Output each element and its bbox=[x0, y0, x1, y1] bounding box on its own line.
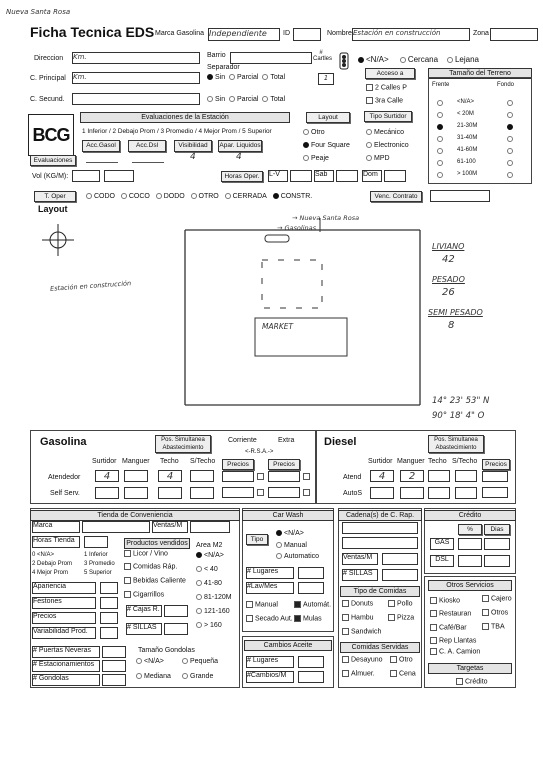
vol-input-2[interactable] bbox=[104, 170, 134, 182]
terreno-row bbox=[433, 98, 529, 108]
terreno-fondo-radio[interactable] bbox=[507, 112, 513, 118]
market-label: MARKET bbox=[262, 322, 294, 331]
proximity-options: <N/A> Cercana Lejana bbox=[358, 55, 479, 64]
apar-liquidos-button[interactable]: Apar. Liquidos bbox=[218, 140, 262, 152]
gas-precio-extra-1[interactable] bbox=[268, 471, 300, 482]
tba-check[interactable]: TBA bbox=[482, 623, 505, 630]
gas-self-techo[interactable] bbox=[158, 487, 182, 499]
cambios-header: Cambios Aceite bbox=[244, 640, 332, 651]
comidas-check[interactable]: Comidas Ráp. bbox=[124, 563, 177, 570]
cadena-ventas-label: Ventas/M bbox=[342, 553, 378, 565]
terreno-option-label: 61-100 bbox=[457, 159, 476, 165]
area-option-radio[interactable]: > 160 bbox=[196, 622, 222, 629]
corriente-label: Corriente bbox=[228, 437, 257, 444]
station-note: Estación en construcción bbox=[49, 279, 132, 293]
terreno-option-label: <N/A> bbox=[457, 99, 475, 105]
dsl-atend-surtidor[interactable]: 4 bbox=[370, 470, 394, 482]
visibilidad-value[interactable]: 4 bbox=[190, 152, 196, 162]
gas-self-manguer[interactable] bbox=[124, 487, 148, 499]
pesado-value: 26 bbox=[442, 287, 455, 298]
pizza-check[interactable]: Pizza bbox=[388, 614, 414, 621]
cena-check[interactable]: Cena bbox=[390, 670, 416, 677]
location-handwritten: Nueva Santa Rosa bbox=[6, 8, 71, 16]
id-input[interactable] bbox=[293, 28, 321, 41]
cadena-sillas-input[interactable] bbox=[382, 569, 418, 581]
gondolas-input[interactable] bbox=[102, 674, 126, 686]
secund-separador-options: Sin Parcial Total bbox=[207, 96, 285, 103]
desayuno-check[interactable]: Desayuno bbox=[342, 656, 383, 663]
cafe-check[interactable]: Café/Bar bbox=[430, 624, 467, 631]
secund-sin-radio[interactable] bbox=[207, 96, 213, 102]
pesado-label: PESADO bbox=[432, 275, 465, 284]
calles-check[interactable]: 2 Calles P bbox=[366, 84, 407, 91]
productos-header: Productos vendidos bbox=[124, 538, 190, 549]
traffic-light-icon bbox=[338, 52, 350, 70]
venc-contrato-input[interactable] bbox=[430, 190, 490, 202]
tienda-scale-2: 2 Debajo Prom bbox=[32, 561, 73, 567]
toper-button[interactable]: T. Oper bbox=[34, 191, 76, 202]
tienda-scale-5: 5 Superior bbox=[84, 570, 112, 576]
acceso-button[interactable]: Acceso a bbox=[365, 68, 415, 79]
nombre-input[interactable]: Estación en construcción bbox=[352, 28, 470, 41]
proximity-lejana-radio[interactable] bbox=[447, 57, 453, 63]
barrio-input[interactable] bbox=[230, 52, 312, 64]
gond-na-radio[interactable]: <N/A> bbox=[136, 658, 164, 665]
tienda-scale-0: 0 <N/A> bbox=[32, 552, 55, 558]
hambu-check[interactable]: Hambu bbox=[342, 614, 374, 621]
terreno-fondo-radio[interactable] bbox=[507, 172, 513, 178]
puertas-input[interactable] bbox=[102, 646, 126, 658]
diesel-surtidor-h: Surtidor bbox=[368, 458, 393, 465]
acc-gasol-button[interactable]: Acc.Gasol bbox=[82, 140, 120, 152]
tienda-header: Tienda de Conveniencia bbox=[30, 510, 240, 521]
carwash-lav-input[interactable] bbox=[298, 582, 324, 594]
terreno-row bbox=[433, 122, 529, 132]
compass-icon bbox=[40, 222, 76, 258]
almuer-check[interactable]: Almuer. bbox=[342, 670, 375, 677]
credito-dias-button[interactable]: Dias bbox=[484, 524, 510, 535]
gas-atend-stecho[interactable] bbox=[190, 470, 214, 482]
otros-check[interactable]: Otros bbox=[482, 609, 508, 616]
cartles-input[interactable]: 1 bbox=[318, 73, 334, 85]
carwash-automat-check[interactable]: Automát. bbox=[294, 601, 331, 608]
dsl-atend-manguer[interactable]: 2 bbox=[400, 470, 424, 482]
targetas-header: Targetas bbox=[428, 663, 512, 674]
restauran-check[interactable]: Restauran bbox=[430, 610, 471, 617]
tercera-check[interactable]: 3ra Calle bbox=[366, 97, 403, 104]
apariencia-input[interactable] bbox=[100, 582, 118, 594]
credito-dsl-pct[interactable] bbox=[458, 555, 482, 567]
cadena-input-2[interactable] bbox=[342, 537, 418, 549]
id-label: ID bbox=[283, 30, 290, 37]
diesel-manguer-h: Manguer bbox=[397, 458, 425, 465]
nombre-label: Nombre bbox=[327, 30, 352, 37]
cambios-cambios-label: #Cambios/M bbox=[246, 671, 294, 683]
toper-otro-radio[interactable] bbox=[191, 193, 197, 199]
cajero-check[interactable]: Cajero bbox=[482, 595, 512, 602]
tienda-ventas-value[interactable] bbox=[190, 521, 230, 533]
carwash-lav-label: #Lav/Mes bbox=[246, 582, 294, 594]
evaluaciones-button[interactable]: Evaluaciones bbox=[30, 155, 76, 166]
pollo-check[interactable]: Pollo bbox=[388, 600, 413, 607]
tienda-marca-input[interactable]: Marca bbox=[32, 521, 80, 533]
marca-label: Marca Gasolina bbox=[155, 30, 205, 37]
sillas-input[interactable] bbox=[164, 623, 188, 635]
gas-atend-manguer[interactable] bbox=[124, 470, 148, 482]
carwash-lugares-input[interactable] bbox=[298, 567, 324, 579]
credito-header: Crédito bbox=[424, 510, 516, 521]
sillas-label: # SILLAS bbox=[126, 623, 162, 635]
atendedor-label: Atendedor bbox=[48, 474, 81, 481]
dsl-autos-techo[interactable] bbox=[428, 487, 450, 499]
diesel-precios-button[interactable]: Precios bbox=[482, 459, 510, 470]
gond-grande-radio[interactable]: Grande bbox=[182, 673, 213, 680]
puertas-label: # Puertas Neveras bbox=[32, 646, 100, 658]
precios-input[interactable] bbox=[100, 612, 118, 624]
carwash-manual-radio[interactable]: Manual bbox=[276, 542, 307, 549]
cajas-input[interactable] bbox=[164, 605, 188, 617]
tienda-scale-4: 4 Mejor Prom bbox=[32, 570, 69, 576]
cartles-label: # Cartles bbox=[313, 50, 333, 62]
terreno-row bbox=[433, 146, 529, 156]
gasolina-precios-extra[interactable]: Precios bbox=[268, 459, 300, 470]
secund-input[interactable] bbox=[72, 93, 200, 105]
area-label: Area M2 bbox=[196, 542, 223, 549]
toper-options: CODO COCO DODO OTRO CERRADA CONSTR. bbox=[86, 193, 312, 200]
road-note: → Nueva Santa Rosa bbox=[292, 214, 360, 222]
terreno-row bbox=[433, 134, 529, 144]
evaluaciones-header: Evaluaciones de la Estación bbox=[80, 112, 290, 123]
gas-self-surtidor[interactable] bbox=[95, 487, 119, 499]
lv-input-2[interactable] bbox=[290, 170, 312, 182]
dsl-atend-precio[interactable] bbox=[482, 471, 508, 482]
proximity-na-radio[interactable] bbox=[358, 57, 364, 63]
latitude: 14° 23' 53" N bbox=[432, 396, 490, 406]
diesel-techo-h: Techo bbox=[428, 458, 447, 465]
surtidor-mpd-radio[interactable]: MPD bbox=[366, 155, 390, 162]
carwash-header: Car Wash bbox=[242, 510, 334, 521]
kiosko-check[interactable]: Kiosko bbox=[430, 597, 460, 604]
terreno-frente-radio[interactable] bbox=[437, 100, 443, 106]
terreno-row bbox=[433, 158, 529, 168]
separador-options: Sin Parcial Total bbox=[207, 74, 285, 81]
terreno-option-label: 21-30M bbox=[457, 123, 478, 129]
tienda-marca-value[interactable] bbox=[82, 521, 150, 533]
credito-gas-dias[interactable] bbox=[484, 538, 510, 550]
terreno-fondo-radio[interactable] bbox=[507, 160, 513, 166]
area-option-radio[interactable]: 41-80 bbox=[196, 580, 222, 587]
tienda-horas-value[interactable] bbox=[84, 536, 108, 548]
gas-precio-corr-1[interactable] bbox=[222, 471, 254, 482]
terreno-option-label: < 20M bbox=[457, 111, 474, 117]
area-option-radio[interactable]: < 40 bbox=[196, 566, 218, 573]
tipo-comidas-header: Tipo de Comidas bbox=[340, 586, 420, 597]
credito-dsl-dias[interactable] bbox=[484, 555, 510, 567]
form-title: Ficha Tecnica EDS bbox=[30, 24, 155, 40]
gas-atend-surtidor[interactable]: 4 bbox=[95, 470, 119, 482]
cadena-ventas-input[interactable] bbox=[382, 553, 418, 565]
diesel-stecho-h: S/Techo bbox=[452, 458, 478, 465]
diesel-title: Diesel bbox=[324, 436, 357, 448]
gas-atend-techo[interactable]: 4 bbox=[158, 470, 182, 482]
vol-label: Vol (KG/M): bbox=[32, 173, 69, 180]
apariencia-label: Apariencia bbox=[32, 582, 96, 594]
layout-button[interactable]: Layout bbox=[306, 112, 350, 123]
bebidas-check[interactable]: Bebidas Caliente bbox=[124, 577, 186, 584]
gas-check-corr-1[interactable] bbox=[257, 473, 264, 480]
diesel-pos-simult-button[interactable]: Pos. Simultanea Abastecimiento bbox=[428, 435, 484, 453]
credito-dsl-label: DSL bbox=[430, 555, 454, 567]
longitude: 90° 18' 4" O bbox=[432, 411, 485, 421]
acc-gasol-value[interactable] bbox=[86, 162, 118, 163]
toper-cerrada-radio[interactable] bbox=[225, 193, 231, 199]
cambios-cambios-input[interactable] bbox=[298, 671, 324, 683]
visibilidad-button[interactable]: Visibilidad bbox=[174, 140, 212, 152]
estac-input[interactable] bbox=[102, 660, 126, 672]
comidas-servidas-header: Comidas Servidas bbox=[340, 642, 420, 653]
otro-check[interactable]: Otro bbox=[390, 656, 413, 663]
carwash-auto-radio[interactable]: Automatico bbox=[276, 553, 319, 560]
apar-value[interactable]: 4 bbox=[236, 152, 242, 162]
lv-input[interactable]: L-V bbox=[268, 170, 288, 182]
toper-constr-radio[interactable] bbox=[273, 193, 279, 199]
gasolina-stecho-h: S/Techo bbox=[190, 458, 216, 465]
dsl-autos-stecho[interactable] bbox=[455, 487, 477, 499]
terreno-frente-radio[interactable] bbox=[437, 136, 443, 142]
carwash-manual-check[interactable]: Manual bbox=[246, 601, 278, 608]
secund-total-radio[interactable] bbox=[262, 96, 268, 102]
gas-check-extra-1[interactable] bbox=[303, 473, 310, 480]
carwash-secado-check[interactable]: Secado Aut. bbox=[246, 615, 293, 622]
terreno-fondo-radio[interactable] bbox=[507, 100, 513, 106]
road-note-2: → Gasolinas bbox=[277, 224, 316, 232]
camion-check[interactable]: C. A. Camion bbox=[430, 648, 480, 655]
tienda-scale-1: 1 Inferior bbox=[84, 552, 108, 558]
terreno-frente-radio[interactable] bbox=[437, 148, 443, 154]
principal-label: C. Principal bbox=[30, 75, 66, 82]
gasolina-title: Gasolina bbox=[40, 436, 87, 448]
area-option-radio[interactable]: 81-120M bbox=[196, 594, 232, 601]
rep-llantas-check[interactable]: Rep Llantas bbox=[430, 637, 476, 644]
gas-self-stecho[interactable] bbox=[190, 487, 214, 499]
acc-dsl-value[interactable] bbox=[132, 162, 164, 163]
secund-parcial-radio[interactable] bbox=[229, 96, 235, 102]
sab-input[interactable]: Sab bbox=[314, 170, 334, 182]
gasolina-surtidor-h: Surtidor bbox=[92, 458, 117, 465]
licor-check[interactable]: Licor / Vino bbox=[124, 550, 168, 557]
separador-sin-radio[interactable] bbox=[207, 74, 213, 80]
principal-input[interactable]: Km. bbox=[72, 72, 200, 84]
tienda-scale-3: 3 Promedio bbox=[84, 561, 115, 567]
tienda-ventas-input[interactable]: Ventas/M bbox=[152, 521, 188, 533]
barrio-label: Barrio bbox=[207, 52, 226, 59]
terreno-fondo-radio[interactable] bbox=[507, 124, 513, 130]
separador-parcial-radio[interactable] bbox=[229, 74, 235, 80]
toper-codo-radio[interactable] bbox=[86, 193, 92, 199]
cigarrillos-check[interactable]: Cigarrillos bbox=[124, 591, 164, 598]
area-option-radio[interactable]: <N/A> bbox=[196, 552, 224, 559]
direccion-label: Direccion bbox=[34, 55, 64, 62]
terreno-option-label: > 100M bbox=[457, 171, 478, 177]
liviano-value: 42 bbox=[442, 254, 455, 265]
dom-input[interactable]: Dom bbox=[362, 170, 382, 182]
layout-four-square-radio[interactable]: Four Square bbox=[303, 142, 350, 149]
bcg-logo: BCG bbox=[28, 114, 74, 156]
toper-coco-radio[interactable] bbox=[121, 193, 127, 199]
credito-gas-label: GAS bbox=[430, 538, 454, 550]
terreno-frente-radio[interactable] bbox=[437, 112, 443, 118]
terreno-fondo-radio[interactable] bbox=[507, 136, 513, 142]
cambios-lugares-input[interactable] bbox=[298, 656, 324, 668]
variabilidad-label: Variabilidad Prod. bbox=[32, 627, 96, 639]
terreno-option-label: 31-40M bbox=[457, 135, 478, 141]
gondolas-label: # Gondolas bbox=[32, 674, 100, 686]
terreno-option-label: 41-60M bbox=[457, 147, 478, 153]
separador-label: Separador bbox=[207, 64, 240, 71]
secund-label: C. Secund. bbox=[30, 96, 65, 103]
layout-title: Layout bbox=[38, 204, 68, 214]
gas-precio-corr-2[interactable] bbox=[222, 487, 254, 498]
variabilidad-input[interactable] bbox=[100, 627, 118, 639]
terreno-frente-radio[interactable] bbox=[437, 172, 443, 178]
tamano-gond-label: Tamaño Gondolas bbox=[138, 647, 195, 654]
liviano-label: LIVIANO bbox=[432, 242, 465, 251]
rsa-label: <-R.S.A.-> bbox=[245, 449, 274, 455]
tienda-horas-input[interactable]: Horas Tienda bbox=[32, 536, 80, 548]
diesel-autos-label: AutoS bbox=[343, 490, 363, 497]
sandwich-check[interactable]: Sandwich bbox=[342, 628, 381, 635]
festones-input[interactable] bbox=[100, 597, 118, 609]
dsl-atend-techo[interactable] bbox=[428, 470, 450, 482]
surtidor-mecanico-radio[interactable]: Mecánico bbox=[366, 129, 404, 136]
dsl-autos-surtidor[interactable] bbox=[370, 487, 394, 499]
separador-total-radio[interactable] bbox=[262, 74, 268, 80]
carwash-mulas-check[interactable]: Mulas bbox=[294, 615, 322, 622]
extra-label: Extra bbox=[278, 437, 295, 444]
cajas-label: # Cajas R. bbox=[126, 605, 162, 617]
otros-servicios-header: Otros Servicios bbox=[428, 580, 512, 591]
self-label: Self Serv. bbox=[50, 490, 80, 497]
credito-gas-pct[interactable] bbox=[458, 538, 482, 550]
dsl-autos-manguer[interactable] bbox=[400, 487, 424, 499]
horas-oper-button[interactable]: Horas Oper. bbox=[221, 171, 263, 182]
estac-label: # Estacionamientos bbox=[32, 660, 100, 672]
terreno-row bbox=[433, 110, 529, 120]
targetas-credito-check[interactable]: Crédito bbox=[456, 678, 488, 685]
gond-mediana-radio[interactable]: Mediana bbox=[136, 673, 171, 680]
cadena-sillas-label: # SILLAS bbox=[342, 569, 378, 581]
terreno-fondo-radio[interactable] bbox=[507, 148, 513, 154]
venc-contrato-button[interactable]: Venc. Contrato bbox=[370, 191, 422, 202]
gas-precio-extra-2[interactable] bbox=[268, 487, 300, 498]
carwash-tipo-button[interactable]: Tipo bbox=[246, 534, 268, 545]
gasolina-precios-corriente[interactable]: Precios bbox=[222, 459, 254, 470]
proximity-cercana-radio[interactable] bbox=[400, 57, 406, 63]
area-option-radio[interactable]: 121-160 bbox=[196, 608, 230, 615]
vol-input[interactable] bbox=[72, 170, 100, 182]
terreno-frente-radio[interactable] bbox=[437, 124, 443, 130]
credito-pct-button[interactable]: % bbox=[458, 524, 482, 535]
tipo-surtidor-button[interactable]: Tipo Surtidor bbox=[364, 111, 412, 122]
cambios-lugares-label: # Lugares bbox=[246, 656, 294, 668]
direccion-input[interactable]: Km. bbox=[72, 52, 200, 64]
gond-pequena-radio[interactable]: Pequeña bbox=[182, 658, 218, 665]
site-sketch bbox=[180, 210, 425, 410]
terreno-panel: Frente Fondo <N/A> < 20M 21-30M 31-40M 41-60M 61-100 > 100M bbox=[428, 77, 532, 184]
toper-dodo-radio[interactable] bbox=[156, 193, 162, 199]
carwash-lugares-label: # Lugares bbox=[246, 567, 294, 579]
layout-otro-radio[interactable]: Otro bbox=[303, 129, 325, 136]
zona-input[interactable] bbox=[490, 28, 538, 41]
terreno-row bbox=[433, 170, 529, 180]
donuts-check[interactable]: Donuts bbox=[342, 600, 373, 607]
terreno-header: Tamaño del Terreno bbox=[428, 68, 532, 79]
dsl-atend-stecho[interactable] bbox=[455, 470, 477, 482]
marca-input[interactable]: Independiente bbox=[208, 28, 280, 41]
acc-dsl-button[interactable]: Acc.Dsl bbox=[128, 140, 166, 152]
semipesado-label: SEMI PESADO bbox=[428, 308, 483, 317]
cadena-header: Cadena(s) de C. Rap. bbox=[338, 510, 422, 521]
gas-check-corr-2[interactable] bbox=[257, 489, 264, 496]
zona-label: Zona bbox=[473, 30, 489, 37]
sab-input-2[interactable] bbox=[336, 170, 358, 182]
semipesado-value: 8 bbox=[448, 320, 455, 331]
gasolina-pos-simult-button[interactable]: Pos. Simultanea Abastecimiento bbox=[155, 435, 211, 453]
surtidor-electronico-radio[interactable]: Electronico bbox=[366, 142, 409, 149]
diesel-atend-label: Atend bbox=[343, 474, 362, 481]
evaluaciones-scale: 1 Inferior / 2 Debajo Prom / 3 Promedio / 4 Mejor Prom / 5 Superior bbox=[82, 128, 272, 135]
precios-label: Precios bbox=[32, 612, 96, 624]
gas-check-extra-2[interactable] bbox=[303, 489, 310, 496]
gasolina-techo-h: Techo bbox=[160, 458, 179, 465]
festones-label: Festones bbox=[32, 597, 96, 609]
carwash-na-radio[interactable]: <N/A> bbox=[276, 530, 304, 537]
terreno-frente-radio[interactable] bbox=[437, 160, 443, 166]
dom-input-2[interactable] bbox=[384, 170, 406, 182]
dsl-autos-precio[interactable] bbox=[482, 487, 508, 498]
gasolina-manguer-h: Manguer bbox=[122, 458, 150, 465]
layout-peaje-radio[interactable]: Peaje bbox=[303, 155, 329, 162]
cadena-input-1[interactable] bbox=[342, 522, 418, 534]
